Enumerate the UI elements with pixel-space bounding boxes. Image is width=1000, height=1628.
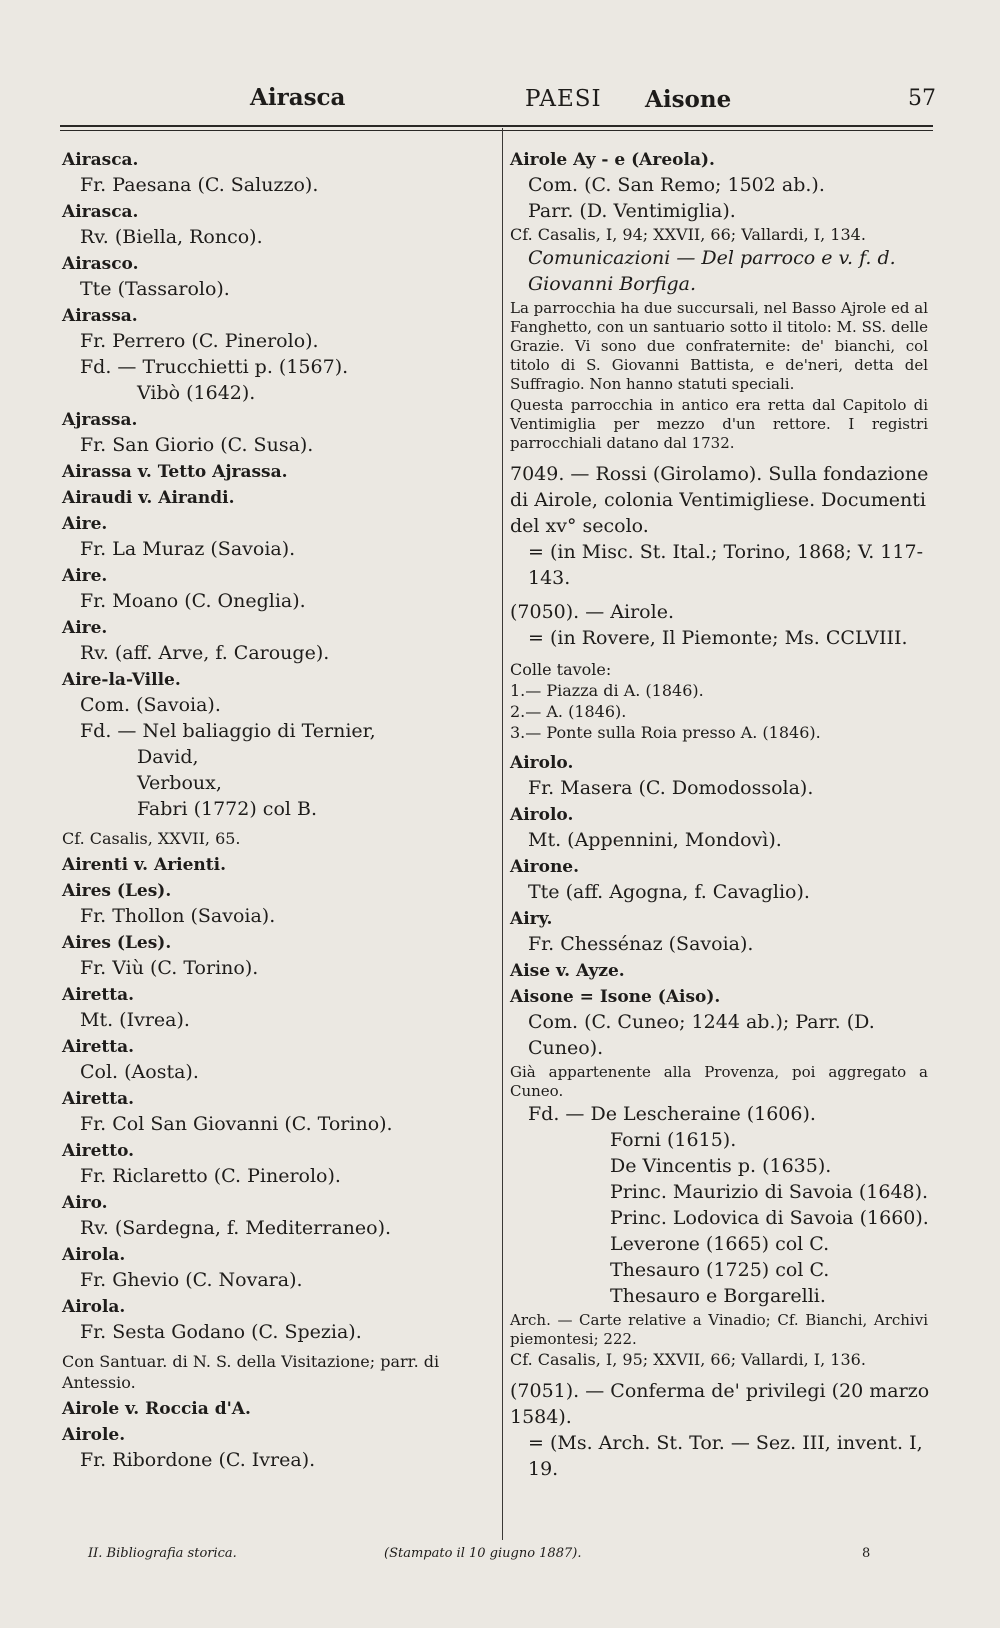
header-rule-thin [60, 130, 933, 131]
entry-line: Tte (aff. Agogna, f. Cavaglio). [528, 881, 810, 903]
entry-heading: Airole v. Roccia d'A. [62, 1399, 251, 1419]
note-paragraph: La parrocchia ha due succursali, nel Basso Ajrole ed al Fanghetto, con un santuario sotto il titolo: M. SS. delle Grazie. Vi sono due confraternite: de' bianchi, col titolo di S. Giovanni Battista, e de'neri, detta del Suffragio. Non hanno statuti speciali. [510, 299, 928, 393]
bibliography-entry: (7051). — Conferma de' privilegi (20 marzo 1584). [510, 1380, 930, 1428]
entry-heading: Airola. [62, 1245, 126, 1265]
entry-heading: Aire. [62, 618, 108, 638]
entry-heading: Ajrassa. [62, 410, 138, 430]
entry-line: Fd. — De Lescheraine (1606). [528, 1103, 816, 1125]
bibliography-entry: 7049. — Rossi (Girolamo). Sulla fondazione di Airole, colonia Ventimigliese. Documenti del xv° secolo. [510, 463, 929, 537]
entry-line: Fr. Viù (C. Torino). [80, 957, 259, 979]
entry-line: Rv. (aff. Arve, f. Carouge). [80, 642, 330, 664]
entry-line: Parr. (D. Ventimiglia). [528, 200, 736, 222]
entry-line: Leverone (1665) col C. [610, 1233, 830, 1255]
footer-left: II. Bibliografia storica. [88, 1546, 237, 1561]
entry-line: Vibò (1642). [137, 382, 256, 404]
plate-item: 3.— Ponte sulla Roia presso A. (1846). [510, 723, 821, 742]
entry-line: Fr. Ghevio (C. Novara). [80, 1269, 303, 1291]
entry-line: Fr. Moano (C. Oneglia). [80, 590, 306, 612]
entry-heading: Airetta. [62, 985, 135, 1005]
entry-heading: Aire. [62, 514, 108, 534]
running-head-center: PAESI [525, 86, 602, 112]
entry-line: Com. (C. San Remo; 1502 ab.). [528, 174, 825, 196]
entry-line: Fr. Thollon (Savoia). [80, 905, 276, 927]
right-column [510, 148, 932, 1482]
entry-heading: Airole. [62, 1425, 126, 1445]
entry-heading: Aire. [62, 566, 108, 586]
entry-line: Fd. — Trucchietti p. (1567). [80, 356, 349, 378]
entry-line: Thesauro e Borgarelli. [610, 1285, 826, 1307]
entry-heading: Airy. [510, 909, 553, 929]
entry-line: Princ. Lodovica di Savoia (1660). [610, 1207, 929, 1229]
communication-line: Comunicazioni — Del parroco e v. f. d. Giovanni Borfiga. [528, 247, 896, 295]
entry-line: Rv. (Biella, Ronco). [80, 226, 263, 248]
entry-line: Thesauro (1725) col C. [610, 1259, 830, 1281]
bibliography-source: = (in Rovere, Il Piemonte; Ms. CCLVIII. [528, 627, 908, 649]
entry-line: David, [137, 746, 199, 768]
entry-heading: Airassa v. Tetto Ajrassa. [62, 462, 288, 482]
entry-line: Fr. San Giorio (C. Susa). [80, 434, 314, 456]
entry-heading: Aires (Les). [62, 881, 172, 901]
running-head-right: Aisone [645, 86, 732, 113]
entry-heading: Airola. [62, 1297, 126, 1317]
entry-heading: Aise v. Ayze. [510, 961, 625, 981]
entry-line: Fabri (1772) col B. [137, 798, 317, 820]
entry-heading: Aire-la-Ville. [62, 670, 181, 690]
entry-line: Rv. (Sardegna, f. Mediterraneo). [80, 1217, 392, 1239]
running-head [60, 84, 940, 124]
left-column [62, 148, 482, 1475]
entry-line: Com. (C. Cuneo; 1244 ab.); Parr. (D. Cuneo). [528, 1011, 875, 1059]
entry-line: Mt. (Appennini, Mondovì). [528, 829, 782, 851]
entry-line: Verboux, [137, 772, 222, 794]
entry-heading: Airasca. [62, 150, 139, 170]
entry-line: Fr. Paesana (C. Saluzzo). [80, 174, 319, 196]
page-footer [0, 1546, 1000, 1576]
entry-heading: Airetto. [62, 1141, 135, 1161]
reference-line: Cf. Casalis, XXVII, 65. [62, 829, 241, 848]
bibliography-entry: (7050). — Airole. [510, 601, 674, 623]
entry-heading: Airolo. [510, 753, 574, 773]
reference-line: Cf. Casalis, I, 94; XXVII, 66; Vallardi, I, 134. [510, 225, 866, 244]
entry-line: Fd. — Nel baliaggio di Ternier, [80, 720, 376, 742]
entry-line: Princ. Maurizio di Savoia (1648). [610, 1181, 929, 1203]
entry-heading: Airolo. [510, 805, 574, 825]
entry-line: Fr. Col San Giovanni (C. Torino). [80, 1113, 393, 1135]
entry-heading: Airenti v. Arienti. [62, 855, 227, 875]
running-head-left: Airasca [250, 84, 346, 111]
entry-line: Tte (Tassarolo). [80, 278, 230, 300]
note-paragraph: Questa parrocchia in antico era retta dal Capitolo di Ventimiglia per mezzo d'un rettore. I registri parrocchiali datano dal 1732. [510, 396, 928, 452]
plates-heading: Colle tavole: [510, 660, 612, 679]
entry-line: Mt. (Ivrea). [80, 1009, 190, 1031]
note-paragraph: Già appartenente alla Provenza, poi aggregato a Cuneo. [510, 1063, 928, 1100]
entry-line: Com. (Savoia). [80, 694, 221, 716]
entry-heading: Airetta. [62, 1089, 135, 1109]
entry-heading: Airetta. [62, 1037, 135, 1057]
page-number: 57 [908, 86, 936, 111]
reference-line: Con Santuar. di N. S. della Visitazione; parr. di Antessio. [62, 1352, 440, 1392]
bibliography-source: = (Ms. Arch. St. Tor. — Sez. III, invent. I, 19. [528, 1432, 923, 1480]
entry-line: Col. (Aosta). [80, 1061, 199, 1083]
entry-line: Fr. Riclaretto (C. Pinerolo). [80, 1165, 341, 1187]
bibliography-source: = (in Misc. St. Ital.; Torino, 1868; V. 117-143. [528, 541, 923, 589]
footer-signature: 8 [862, 1546, 871, 1561]
entry-heading: Airassa. [62, 306, 138, 326]
entry-line: De Vincentis p. (1635). [610, 1155, 832, 1177]
reference-line: Cf. Casalis, I, 95; XXVII, 66; Vallardi, I, 136. [510, 1350, 866, 1369]
entry-line: Fr. Chessénaz (Savoia). [528, 933, 754, 955]
header-rule [60, 125, 933, 127]
entry-line: Fr. Perrero (C. Pinerolo). [80, 330, 319, 352]
entry-heading: Airo. [62, 1193, 108, 1213]
footer-middle: (Stampato il 10 giugno 1887). [384, 1546, 582, 1561]
entry-line: Fr. Sesta Godano (C. Spezia). [80, 1321, 362, 1343]
plate-item: 1.— Piazza di A. (1846). [510, 681, 704, 700]
right-entries [510, 751, 932, 985]
entry-heading: Airasca. [62, 202, 139, 222]
archive-line: Arch. — Carte relative a Vinadio; Cf. Bianchi, Archivi piemontesi; 222. [510, 1311, 928, 1348]
entry-heading: Airaudi v. Airandi. [62, 488, 235, 508]
entry-heading: Airole Ay - e (Areola). [510, 150, 715, 170]
entry-line: Fr. Ribordone (C. Ivrea). [80, 1449, 316, 1471]
plate-item: 2.— A. (1846). [510, 702, 627, 721]
entry-heading: Aires (Les). [62, 933, 172, 953]
entry-heading: Airone. [510, 857, 580, 877]
column-divider [502, 128, 503, 1540]
feudatari-list [510, 1127, 932, 1309]
entry-line: Fr. Masera (C. Domodossola). [528, 777, 814, 799]
entry-line: Fr. La Muraz (Savoia). [80, 538, 296, 560]
entry-heading: Airasco. [62, 254, 139, 274]
entry-heading: Aisone = Isone (Aiso). [510, 987, 721, 1007]
entry-line: Forni (1615). [610, 1129, 737, 1151]
